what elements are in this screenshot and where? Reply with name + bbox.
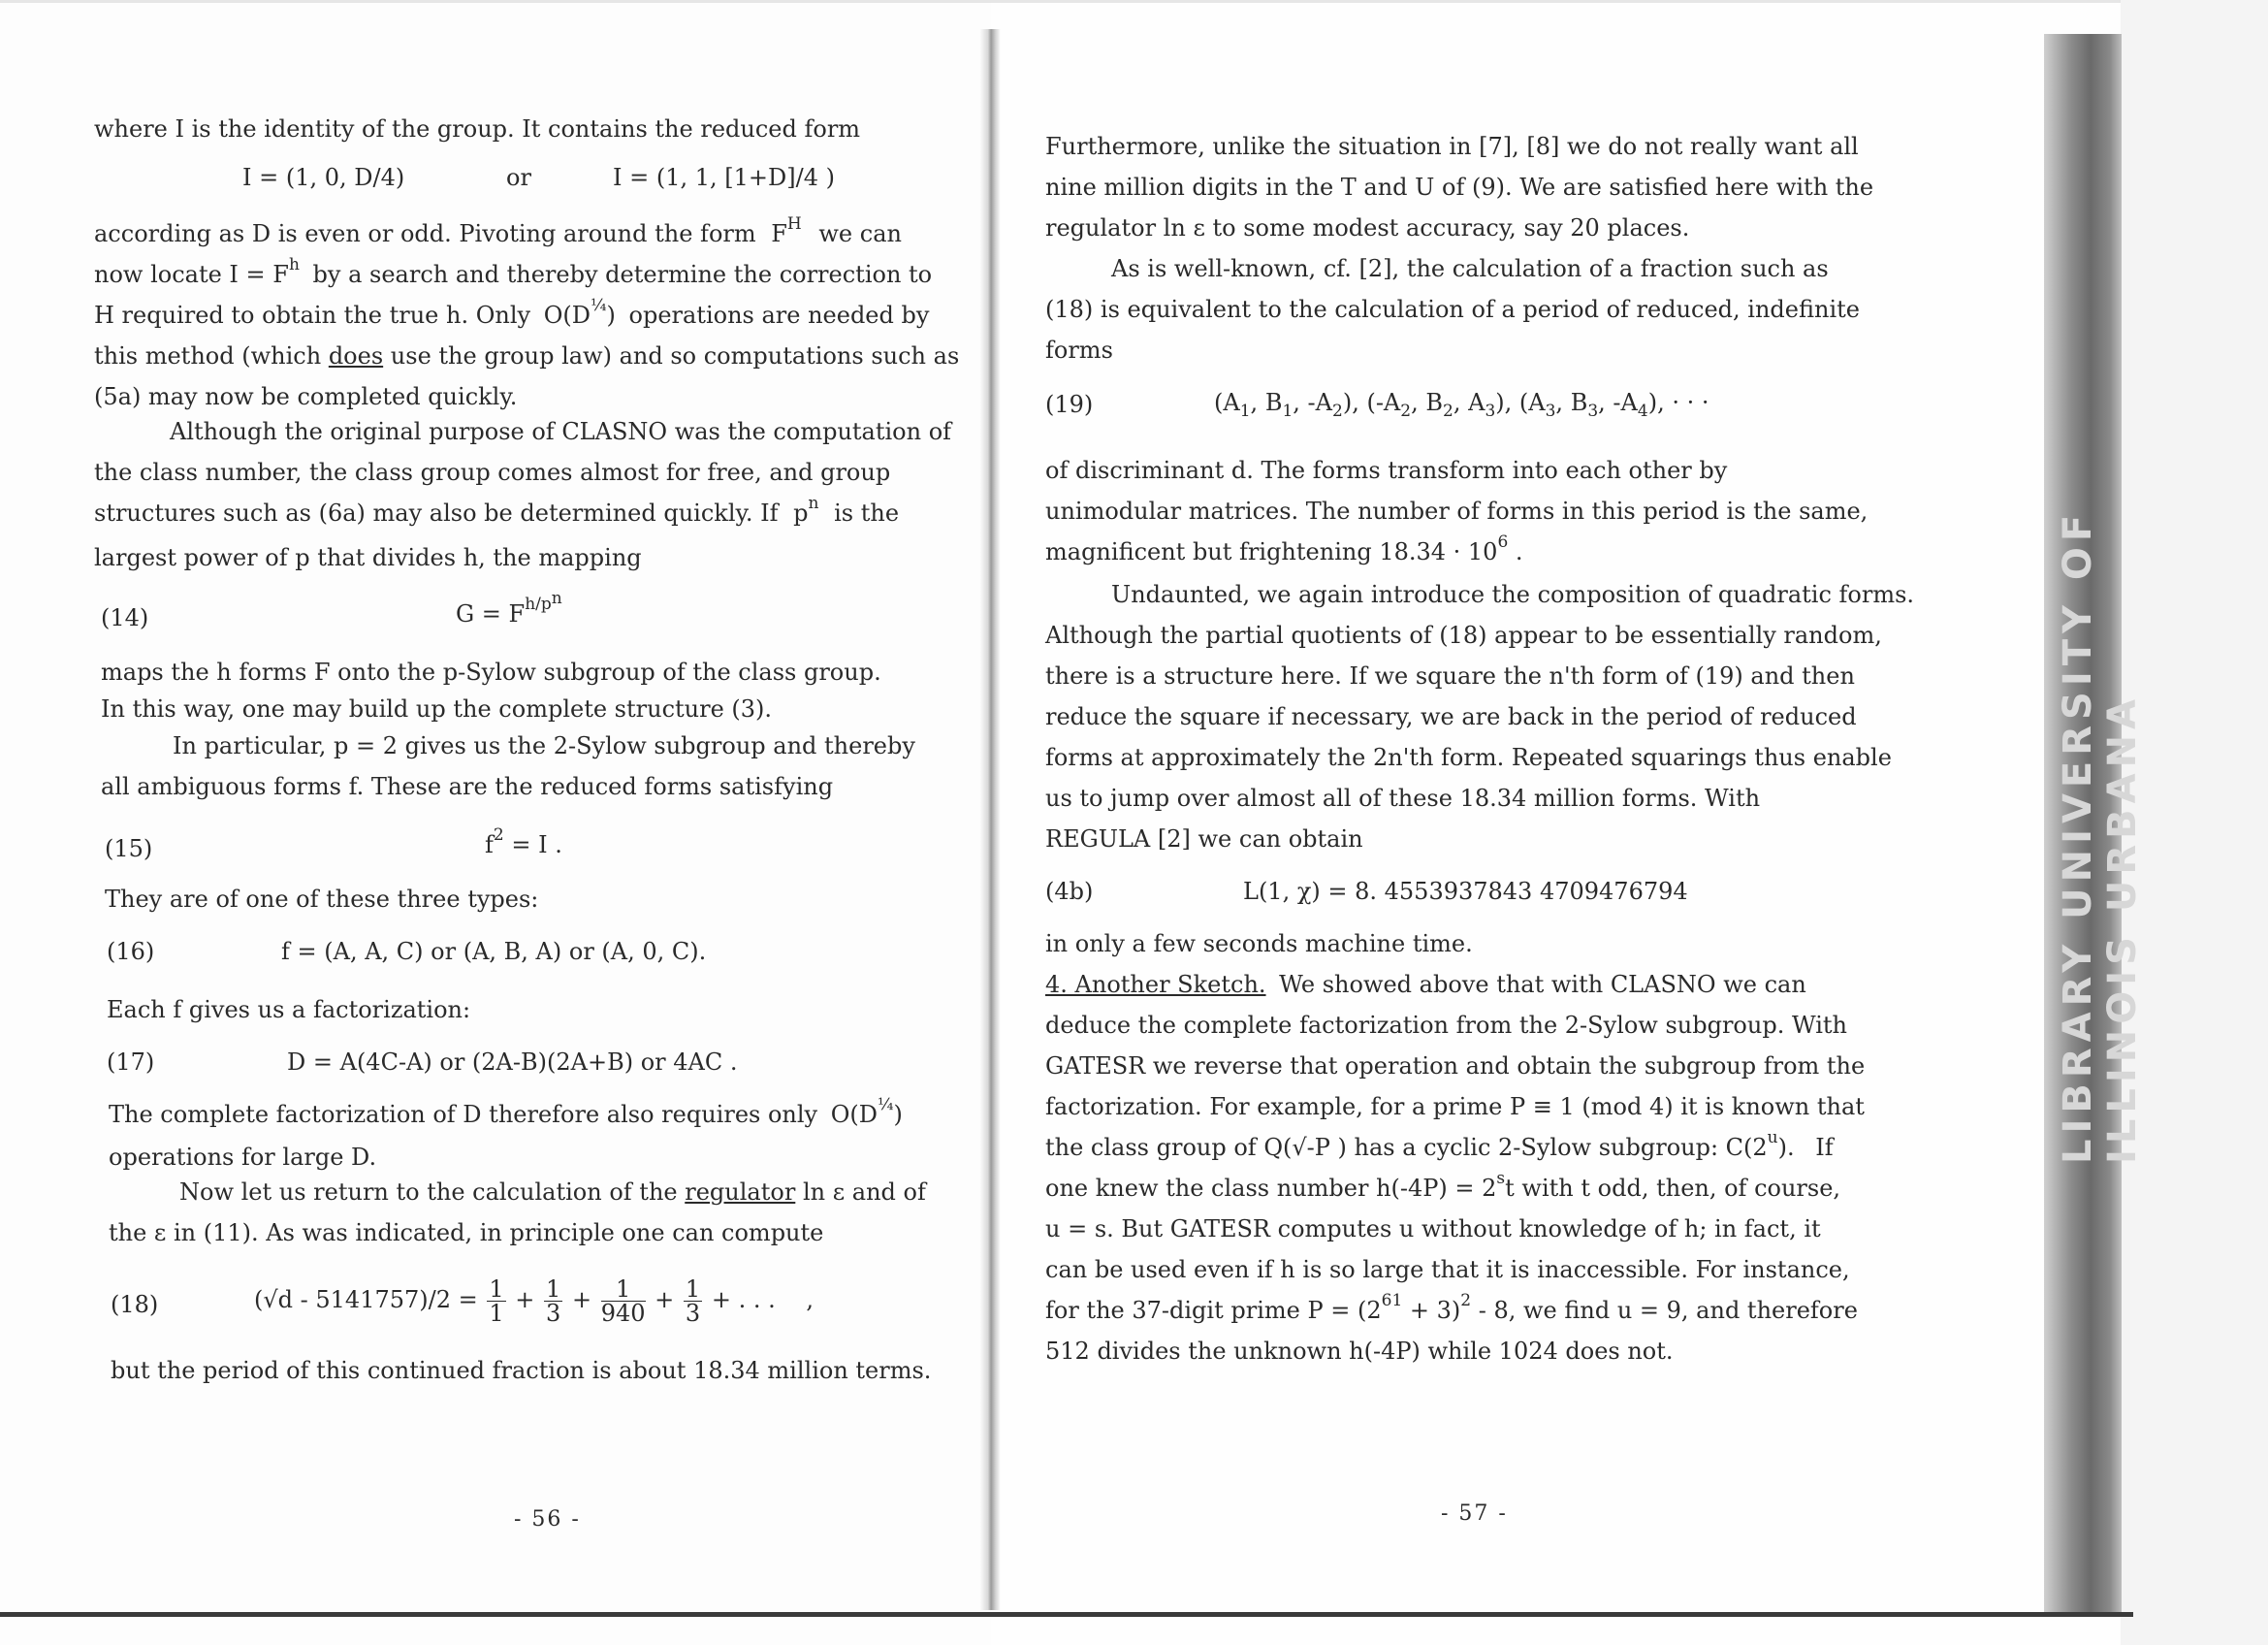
text-line: but the period of this continued fraction is about 18.34 million terms. [111,1357,932,1384]
text-line: largest power of p that divides h, the mapping [94,544,642,571]
text-line: REGULA [2] we can obtain [1045,825,1363,853]
text-line: all ambiguous forms f. These are the reduced forms satisfying [101,773,834,800]
equation-14: $G = F^{h/p^n}$ [456,589,562,628]
equation-identity-odd: I = (1, 1, [1+D]/4 ) [613,164,835,191]
equation-18: (√d - 5141757)/2 = $\frac{1}{1}$ + $\frac{1}{3}$ + $\frac{1}{940}$ + $\frac{1}{3}$ + . . . , [254,1275,815,1327]
equation-number-19: (19) [1045,391,1094,418]
text-line: As is well-known, cf. [2], the calculation of a fraction such as [1111,255,1829,282]
text-line: GATESR we reverse that operation and obtain the subgroup from the [1045,1052,1866,1080]
right-page [991,0,2145,1645]
book-gutter [979,29,1001,1610]
text-line: maps the h forms F onto the p-Sylow subgroup of the class group. [101,659,881,686]
text-line: operations for large D. [109,1144,377,1171]
equation-number-4b: (4b) [1045,878,1094,905]
text-line: of discriminant d. The forms transform into each other by [1045,457,1728,484]
emphasis-regulator: regulator [685,1178,796,1206]
bottom-edge [0,1612,2133,1617]
top-edge [0,0,2268,3]
text-line: the class group of Q(√-P ) has a cyclic 2-Sylow subgroup: C(2$^u$). If [1045,1128,1834,1161]
text-line: Although the partial quotients of (18) appear to be essentially random, [1045,622,1882,649]
text-line: Furthermore, unlike the situation in [7], [8] we do not really want all [1045,133,1859,160]
text-line: The complete factorization of D therefore also requires only $O(D^{\frac{1}{4}})$ [109,1095,903,1128]
text-line: for the 37-digit prime $P = (2^{61} + 3)^2 - 8$, we find u = 9, and therefore [1045,1291,1858,1324]
text-line: They are of one of these three types: [105,886,539,913]
text-line: this method (which does use the group law) and so computations such as [94,342,960,370]
text-line: In this way, one may build up the complete structure (3). [101,695,773,723]
fraction: $\frac{1}{1}$ [489,1275,504,1327]
equation-19: ($A_1$, $B_1$, $-A_2$), ($-A_2$, $B_2$, $A_3$), ($A_3$, $B_3$, $-A_4$), · · · [1214,389,1709,421]
text-line: there is a structure here. If we square the n'th form of (19) and then [1045,662,1855,690]
equation-or: or [506,164,531,191]
text-line: 512 divides the unknown h(-4P) while 1024 does not. [1045,1338,1674,1365]
text-line: forms at approximately the 2n'th form. Repeated squarings thus enable [1045,744,1892,771]
text-line: reduce the square if necessary, we are back in the period of reduced [1045,703,1857,730]
equation-identity-even: I = (1, 0, D/4) [242,164,405,191]
text-line: Undaunted, we again introduce the composition of quadratic forms. [1111,581,1915,608]
text-line: us to jump over almost all of these 18.34 million forms. With [1045,785,1761,812]
text-line: deduce the complete factorization from the 2-Sylow subgroup. With [1045,1012,1847,1039]
text-line: where I is the identity of the group. It contains the reduced form [94,115,861,143]
fraction: $\frac{1}{3}$ [685,1275,701,1327]
page-number-left: - 56 - [514,1507,581,1532]
text-line: H required to obtain the true h. Only $O(D^{\frac{1}{4}})$ operations are needed by [94,296,930,329]
text-line: 4. Another Sketch. We showed above that with CLASNO we can [1045,971,1806,998]
equation-15: $f^2 = I$ . [485,825,562,858]
text-line: according as D is even or odd. Pivoting around the form $F^H$ we can [94,214,902,247]
text-line: (5a) may now be completed quickly. [94,383,518,410]
text-line: forms [1045,337,1113,364]
equation-4b: L(1, χ) = 8. 4553937843 4709476794 [1243,878,1688,905]
text-line: Now let us return to the calculation of the regulator ln ε and of [179,1178,926,1206]
text-line: (18) is equivalent to the calculation of a period of reduced, indefinite [1045,296,1860,323]
text-line: the ε in (11). As was indicated, in principle one can compute [109,1219,824,1246]
text-line: unimodular matrices. The number of forms in this period is the same, [1045,498,1869,525]
text-line: u = s. But GATESR computes u without knowledge of h; in fact, it [1045,1215,1821,1242]
text-line: magnificent but frightening $18.34 \cdot 10^6$ . [1045,532,1523,565]
equation-number-14: (14) [101,604,149,631]
text-line: Each f gives us a factorization: [107,996,471,1023]
equation-16: f = (A, A, C) or (A, B, A) or (A, 0, C). [281,938,707,965]
equation-number-17: (17) [107,1048,155,1076]
text-line: nine million digits in the T and U of (9). We are satisfied here with the [1045,174,1874,201]
text-line: structures such as (6a) may also be determined quickly. If $p^n$ is the [94,494,900,527]
emphasis-does: does [328,342,384,370]
text-line: can be used even if h is so large that it is inaccessible. For instance, [1045,1256,1850,1283]
section-heading: 4. Another Sketch. [1045,971,1266,998]
text-line: Although the original purpose of CLASNO was the computation of [170,418,952,445]
equation-number-15: (15) [105,835,153,862]
equation-number-18: (18) [111,1291,159,1318]
page-number-right: - 57 - [1441,1501,1508,1526]
text-line: one knew the class number $h(-4P) = 2^st$ with t odd, then, of course, [1045,1169,1841,1202]
equation-17: D = A(4C-A) or (2A-B)(2A+B) or 4AC . [287,1048,738,1076]
fraction: $\frac{1}{3}$ [546,1275,561,1327]
text-line: regulator ln ε to some modest accuracy, say 20 places. [1045,214,1690,242]
text-line: in only a few seconds machine time. [1045,930,1473,957]
text-line: factorization. For example, for a prime P ≡ 1 (mod 4) it is known that [1045,1093,1865,1120]
fraction: $\frac{1}{940}$ [600,1275,646,1327]
equation-number-16: (16) [107,938,155,965]
text-line: now locate $I = F^h$ by a search and thereby determine the correction to [94,255,933,288]
spine-library-stamp: LIBRARY UNIVERSITY OF ILLINOIS URBANA [2056,508,2145,1164]
text-line: the class number, the class group comes almost for free, and group [94,459,891,486]
text-line: In particular, p = 2 gives us the 2-Sylow subgroup and thereby [173,732,915,759]
